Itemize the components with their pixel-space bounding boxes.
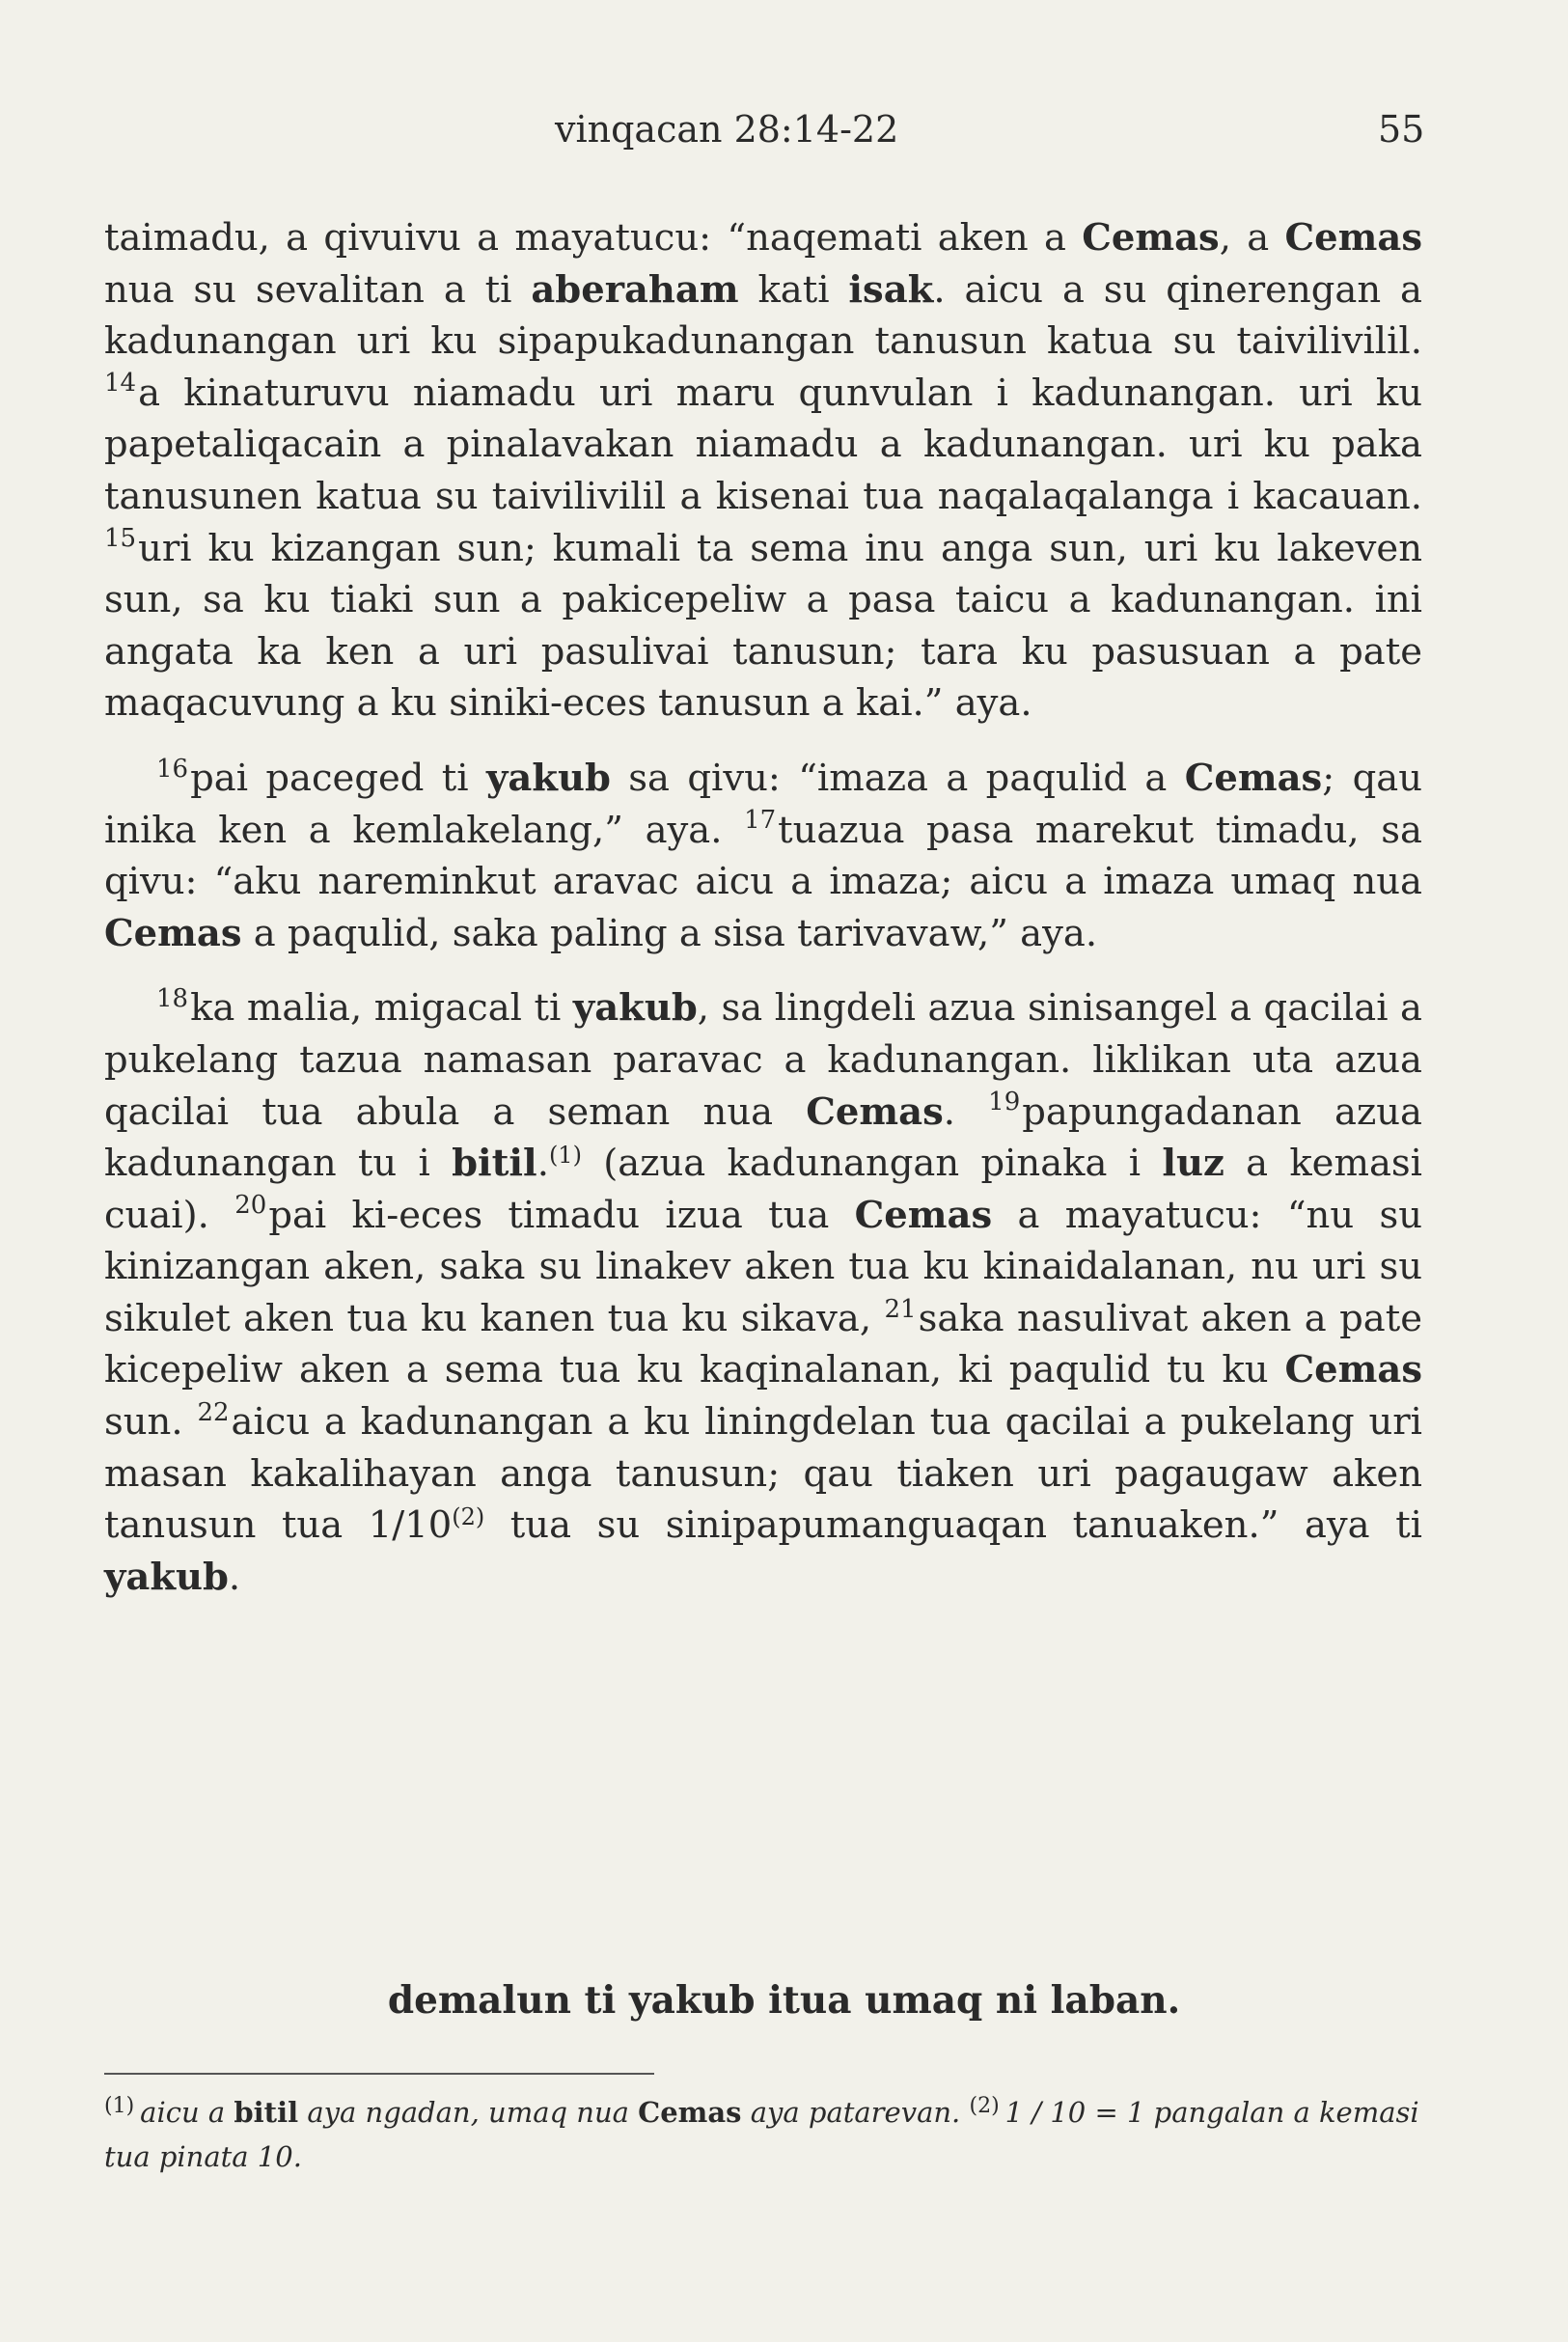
bold-name: Cemas — [1284, 216, 1422, 260]
bold-name: aberaham — [531, 267, 739, 312]
bold-name: yakub — [485, 756, 611, 800]
text-run: ; qau inika ken a kemlakelang,” aya. — [104, 756, 1422, 852]
page-number: 55 — [1378, 108, 1425, 151]
text-run: uri ku kizangan sun; kumali ta sema inu anga sun, uri ku lakeven sun, sa ku tiaki sun a pakicepeliw a pasa taicu a kadunangan. ini angata ka ken a uri pasulivai tanusun; tara ku pasusuan a pate maqacuvung a ku siniki-eces tanusun a kai.” aya. — [104, 526, 1422, 726]
bold-name: Cemas — [1082, 216, 1220, 260]
bold-name: Cemas — [104, 911, 242, 955]
paragraph-2 — [104, 753, 1422, 959]
verse-number: 19 — [988, 1088, 1021, 1117]
running-title: vinqacan 28:14-22 — [555, 108, 899, 151]
footnote-1 — [104, 2096, 970, 2129]
bold-name: luz — [1162, 1142, 1224, 1186]
paragraph-1 — [104, 212, 1422, 730]
bold-name: Cemas — [854, 1193, 993, 1237]
bold-name: Cemas — [638, 2095, 742, 2129]
section-heading: demalun ti yakub itua umaq ni laban. — [387, 1978, 1181, 2023]
text-run: sa qivu: “imaza a paqulid a — [610, 756, 1185, 800]
text-run: . — [228, 1555, 241, 1599]
text-run: taimadu, a qivuivu a mayatucu: “naqemati aken a — [104, 216, 1083, 260]
verse-number: 17 — [744, 806, 777, 836]
text-run: a paqulid, saka paling a sisa tarivavaw,” aya. — [241, 911, 1098, 955]
bold-name: bitil — [452, 1142, 537, 1186]
bold-name: Cemas — [1284, 1348, 1422, 1392]
bold-name: Cemas — [1184, 756, 1323, 800]
text-run: kati — [738, 267, 849, 312]
text-run: aya ngadan, umaq nua — [298, 2095, 639, 2129]
text-run: a mayatucu: “nu su kinizangan aken, saka su linakev aken tua ku kinaidalanan, nu uri su sikulet aken tua ku kanen tua ku sikava, — [104, 1193, 1422, 1340]
text-run: a kinaturuvu niamadu uri maru qunvulan i kadunangan. uri ku papetaliqacain a pinalavakan niamadu a kadunangan. uri ku paka tanusunen katua su taivilivilil a kisenai tua naqalaqalanga i kacauan. — [104, 371, 1422, 518]
footnote-divider — [104, 2073, 654, 2075]
text-run: nua su sevalitan a ti — [104, 267, 532, 312]
text-run: tuazua pasa marekut timadu, sa qivu: “aku nareminkut aravac aicu a imaza; aicu a imaza umaq nua — [104, 808, 1422, 904]
text-run: (azua kadunangan pinaka i — [581, 1142, 1163, 1186]
footnote-label: (1) — [104, 2094, 135, 2118]
text-run: pai ki-eces timadu izua tua — [268, 1193, 855, 1237]
text-run: . aicu a su qinerengan a kadunangan uri ku sipapukadunangan tanusun katua su taivilivilil. — [104, 267, 1422, 364]
text-run: ka malia, migacal ti — [190, 986, 573, 1031]
footnotes — [104, 2084, 1422, 2179]
text-run: papungadanan azua kadunangan tu i — [104, 1089, 1422, 1186]
footnote-marker: (2) — [452, 1503, 485, 1531]
bold-name: yakub — [572, 986, 698, 1031]
text-run: tua su sinipapumanguaqan tanuaken.” aya ti — [484, 1503, 1422, 1548]
text-run: . — [943, 1089, 989, 1134]
verse-number: 22 — [197, 1397, 230, 1427]
text-run: aicu a kadunangan a ku liningdelan tua qacilai a pukelang uri masan kakalihayan anga tanusun; qau tiaken uri pagaugaw aken tanusun tua 1/10 — [104, 1400, 1422, 1548]
page-header — [0, 96, 1568, 154]
text-run: aicu a — [140, 2095, 234, 2129]
text-run: aya patarevan. — [741, 2095, 961, 2129]
text-run: . — [536, 1142, 549, 1186]
verse-number: 16 — [156, 754, 189, 784]
bold-name: Cemas — [806, 1089, 944, 1134]
footnote-label: (2) — [969, 2094, 1000, 2118]
bold-name: bitil — [234, 2095, 299, 2129]
paragraph-3 — [104, 982, 1422, 1603]
text-run: saka nasulivat aken a pate kicepeliw aken a sema tua ku kaqinalanan, ki paqulid tu ku — [104, 1296, 1422, 1392]
bold-name: isak — [848, 267, 934, 312]
text-run: 1 / 10 = 1 pangalan a kemasi tua pinata 10. — [104, 2095, 1419, 2173]
verse-number: 15 — [104, 524, 137, 554]
text-run: , sa lingdeli azua sinisangel a qacilai a pukelang tazua namasan paravac a kadunangan. liklikan uta azua qacilai tua abula a seman nua — [104, 986, 1422, 1134]
text-run: a kemasi cuai). — [104, 1142, 1422, 1237]
body-text — [104, 212, 1422, 1603]
verse-number: 21 — [884, 1294, 917, 1324]
footnote-marker: (1) — [548, 1141, 582, 1169]
text-run: , a — [1219, 216, 1285, 260]
verse-number: 20 — [234, 1191, 267, 1221]
verse-number: 14 — [104, 369, 137, 399]
text-run: pai paceged ti — [190, 756, 486, 800]
text-run: sun. — [104, 1400, 198, 1445]
bold-name: yakub — [104, 1555, 229, 1599]
verse-number: 18 — [156, 984, 189, 1014]
